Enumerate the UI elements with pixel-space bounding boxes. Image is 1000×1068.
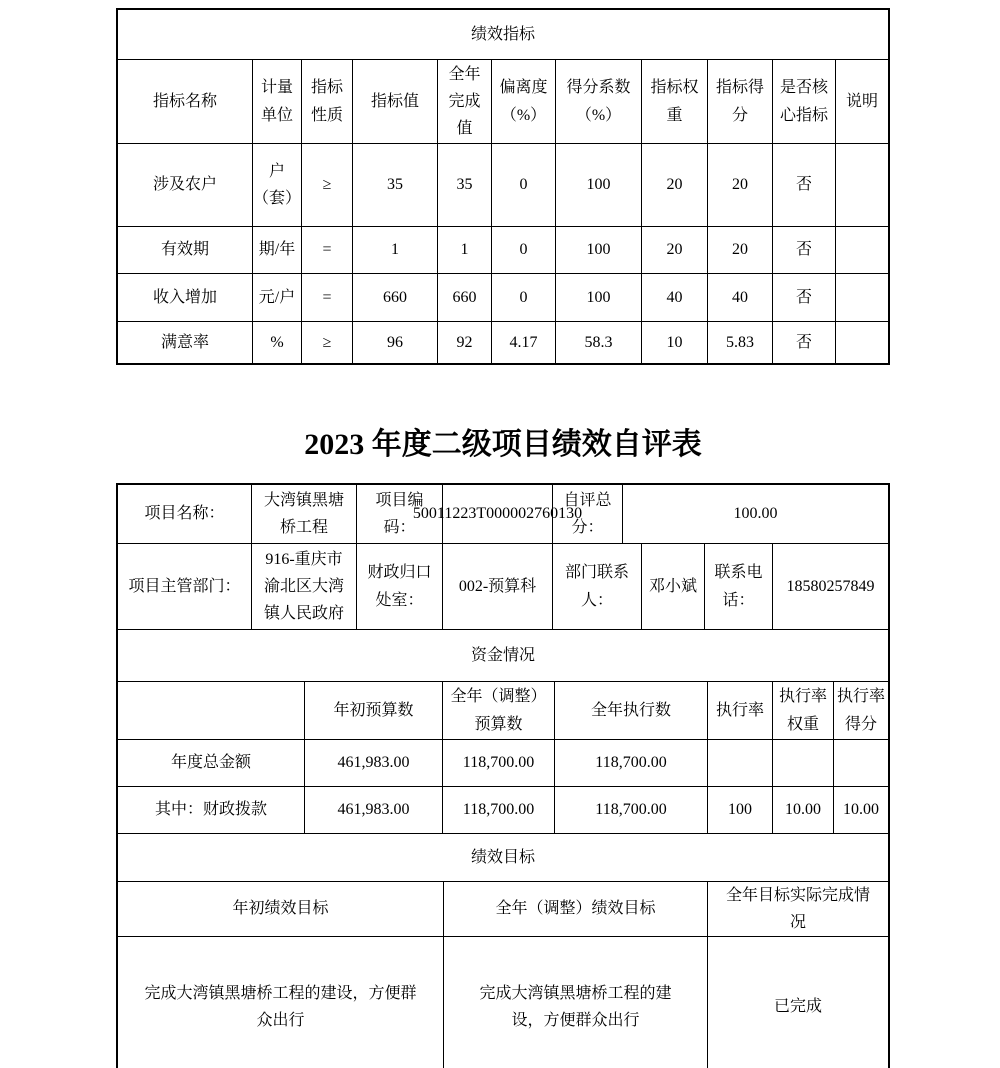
column-header: 年初绩效目标 [118,882,444,937]
column-header: 执行率 [708,682,773,740]
column-header: 指标权重 [642,60,708,144]
table-cell: 118,700.00 [555,740,708,787]
column-header: 全年（调整）绩效目标 [444,882,708,937]
table-cell: 已完成 [773,998,822,1016]
table-cell [836,274,888,322]
table-cell: 户（套） [253,144,302,227]
column-header: 全年执行数 [555,682,708,740]
table-cell: 92 [438,322,492,363]
table-row [118,322,888,363]
column-header: 指标名称 [118,60,253,144]
funding-section-row [118,630,888,682]
column-header: 全年（调整）预算数 [443,682,555,740]
field-value: 大湾镇黑塘桥工程 [252,485,357,544]
column-header [118,682,305,740]
column-header: 指标性质 [302,60,353,144]
table-cell: 元/户 [253,274,302,322]
table-cell: 461,983.00 [305,740,443,787]
table-cell: 118,700.00 [443,740,555,787]
table-cell: 年度总金额 [118,740,305,787]
table-cell [834,740,888,787]
field-label: 项目主管部门： [118,544,252,630]
table-cell: 100 [708,787,773,834]
field-label: 项目编码： [357,485,443,544]
field-label: 财政归口处室： [357,544,443,630]
column-header: 执行率得分 [834,682,888,740]
table-cell: 0 [492,227,556,274]
table-cell: 118,700.00 [555,787,708,834]
column-header: 指标得分 [708,60,773,144]
table-cell [836,144,888,227]
field-label: 部门联系人： [553,544,642,630]
funding-row [118,787,888,834]
goals-section-title: 绩效目标 [118,834,888,882]
project-info-row [118,485,888,544]
column-header: 是否核心指标 [773,60,836,144]
field-value: 邓小斌 [642,544,705,630]
table-cell: 收入增加 [118,274,253,322]
table-cell: 有效期 [118,227,253,274]
table-cell: 118,700.00 [443,787,555,834]
table-cell: 否 [773,274,836,322]
goals-header-row [118,882,888,937]
table-cell [708,740,773,787]
column-header: 年初预算数 [305,682,443,740]
field-label: 项目名称： [118,485,252,544]
table-header-row [118,60,888,144]
table-cell: 58.3 [556,322,642,363]
table-cell: 660 [438,274,492,322]
table-cell: ≥ [302,144,353,227]
table-cell: 20 [642,144,708,227]
form-title: 2023 年度二级项目绩效自评表 [304,428,702,461]
goals-section-row [118,834,888,882]
table-cell: 461,983.00 [305,787,443,834]
column-header: 指标值 [353,60,438,144]
table-cell [773,740,834,787]
table-cell: 满意率 [118,322,253,363]
table-cell: 4.17 [492,322,556,363]
column-header: 全年完成值 [438,60,492,144]
table-cell: ≥ [302,322,353,363]
department-info-row [118,544,888,630]
indicator-table [116,8,890,365]
table-cell: 10.00 [834,787,888,834]
table-cell [836,227,888,274]
table-cell: 100 [556,274,642,322]
table-cell: 20 [708,144,773,227]
column-header: 偏离度（%） [492,60,556,144]
column-header: 执行率权重 [773,682,834,740]
column-header: 全年目标实际完成情况 [708,882,888,937]
field-value: 916-重庆市渝北区大湾镇人民政府 [252,544,357,630]
table-cell: 其中：财政拨款 [118,787,305,834]
column-header: 计量单位 [253,60,302,144]
table-cell: 96 [353,322,438,363]
table-cell: 0 [492,144,556,227]
table-cell: 10.00 [773,787,834,834]
table-cell: 期/年 [253,227,302,274]
field-value: 18580257849 [773,544,888,630]
goals-content-row [118,937,888,1068]
table-cell: 完成大湾镇黑塘桥工程的建设，方便群众出行 [118,937,444,1068]
table-cell: = [302,274,353,322]
table-cell: 涉及农户 [118,144,253,227]
self-eval-table [116,483,890,1068]
table-cell: 完成大湾镇黑塘桥工程的建设，方便群众出行 [444,937,708,1068]
table-cell: 1 [353,227,438,274]
table-row [118,10,888,60]
table-cell: 20 [708,227,773,274]
table-row [118,144,888,227]
table-row [118,274,888,322]
table-row [118,227,888,274]
indicator-section-title: 绩效指标 [118,10,888,60]
field-value: 002-预算科 [443,544,553,630]
field-value: 50011223T000002760130 [443,485,553,544]
table-cell: 否 [773,322,836,363]
table-cell: % [253,322,302,363]
table-cell: 20 [642,227,708,274]
table-cell: 否 [773,144,836,227]
table-cell: 35 [438,144,492,227]
column-header: 得分系数（%） [556,60,642,144]
field-label: 联系电话： [705,544,773,630]
table-cell: 100 [556,227,642,274]
column-header: 说明 [836,60,888,144]
table-cell: 0 [492,274,556,322]
funding-section-title: 资金情况 [118,630,888,682]
funding-header-row [118,682,888,740]
table-cell: 5.83 [708,322,773,363]
funding-row [118,740,888,787]
table-cell: 660 [353,274,438,322]
table-cell: = [302,227,353,274]
table-cell: 40 [708,274,773,322]
table-cell: 40 [642,274,708,322]
field-value: 100.00 [623,485,888,544]
table-cell: 35 [353,144,438,227]
field-label: 自评总分： [553,485,623,544]
table-cell: 否 [773,227,836,274]
table-cell: 1 [438,227,492,274]
table-cell: 100 [556,144,642,227]
table-cell [836,322,888,363]
table-cell: 10 [642,322,708,363]
